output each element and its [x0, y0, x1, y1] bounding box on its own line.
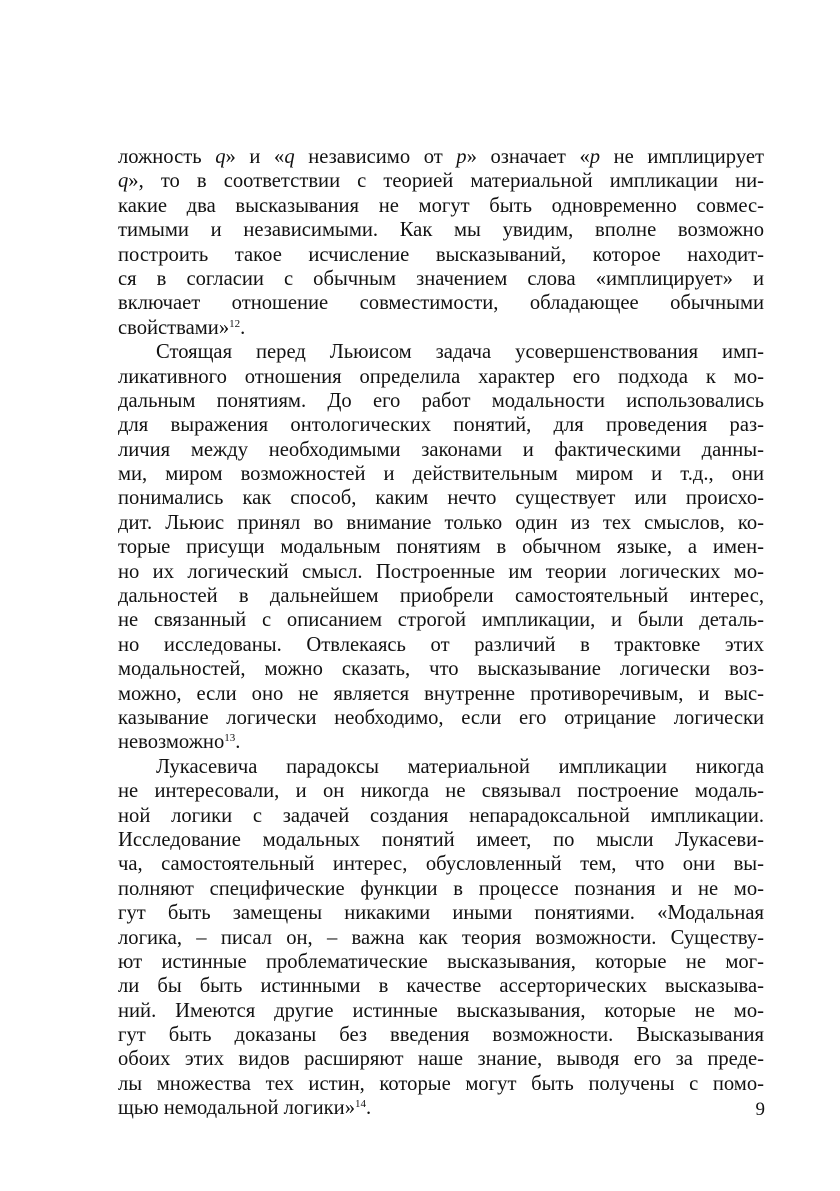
text-line [118, 682, 764, 706]
text-line [118, 486, 764, 510]
text-run: Исследование модальных понятий имеет, по мысли Лукасеви- [118, 828, 764, 851]
text-line [118, 828, 764, 852]
text-run: торые присущи модальным понятиям в обычном языке, а имен- [118, 536, 764, 559]
italic-variable: q [118, 170, 129, 193]
text-run: ликативного отношения определила характер его подхода к мо- [118, 365, 764, 388]
text-run: », то в соответствии с теорией материальной импликации ни- [128, 170, 764, 193]
text-run: дальностей в дальнейшем приобрели самостоятельный интерес, [118, 585, 764, 608]
text-run: ний. Имеются другие истинные высказывания, которые не мо- [118, 999, 764, 1022]
text-run: ми, миром возможностей и действительным миром и т.д., они [118, 463, 764, 486]
text-line [118, 560, 764, 584]
italic-variable: q [215, 146, 226, 168]
text-run: » и « [225, 146, 285, 168]
text-run: дальным понятиям. До его работ модальности использовались [118, 389, 764, 412]
text-line [118, 950, 764, 974]
footnote-ref: 14 [355, 1098, 366, 1111]
text-run: логика, – писал он, – важна как теория возможности. Существу- [118, 926, 764, 949]
text-line [118, 145, 764, 169]
text-line [118, 584, 764, 608]
text-run: какие два высказывания не могут быть одновременно совмес- [118, 194, 764, 217]
text-line [118, 779, 764, 803]
text-run: не имплицирует [600, 146, 764, 168]
text-line [118, 877, 764, 901]
text-line [118, 1047, 764, 1071]
text-run: лы множества тех истин, которые могут быть получены с помо- [118, 1072, 764, 1095]
text-run: невозможно [118, 731, 225, 754]
text-run: гут быть замещены никакими иными понятиями. «Модальная [118, 902, 764, 925]
page-number: 9 [755, 1099, 765, 1120]
text-run: не связанный с описанием строгой импликации, и были деталь- [118, 609, 764, 632]
footnote-ref: 12 [229, 317, 241, 330]
text-run: тимыми и независимыми. Как мы увидим, вполне возможно [118, 219, 764, 242]
text-line [118, 511, 764, 535]
text-run: но их логический смысл. Построенные им теории логических мо- [118, 560, 764, 583]
text-run: ют истинные проблематические высказывания, которые не мог- [118, 950, 764, 973]
text-run: щью немодальной логики» [118, 1097, 355, 1120]
text-run: включает отношение совместимости, обладающее обычными [118, 292, 764, 315]
text-line [118, 194, 764, 218]
text-run: . [366, 1097, 372, 1120]
text-line [118, 438, 764, 462]
text-run: обоих этих видов расширяют наше знание, выводя его за преде- [118, 1048, 764, 1071]
italic-variable: p [456, 146, 467, 168]
text-line [118, 535, 764, 559]
text-line [118, 852, 764, 876]
footnote-ref: 13 [224, 732, 236, 745]
italic-variable: q [284, 146, 295, 168]
text-run: ся в согласии с обычным значением слова «имплицирует» и [118, 267, 764, 290]
text-line [118, 291, 764, 315]
text-line [118, 730, 764, 754]
text-run: гут быть доказаны без введения возможности. Высказывания [118, 1024, 764, 1047]
text-run: можно, если оно не является внутренне противоречивым, и выс- [118, 682, 764, 705]
text-line [118, 633, 764, 657]
text-run: Лукасевича парадоксы материальной импликации никогда [156, 755, 764, 778]
text-run: Стоящая перед Льюисом задача усовершенствования имп- [156, 341, 764, 364]
text-line [118, 1023, 764, 1047]
text-line [118, 243, 764, 267]
text-line [118, 901, 764, 925]
text-run: независимо от [294, 146, 457, 168]
italic-variable: p [589, 146, 601, 168]
text-line [118, 389, 764, 413]
text-run: свойствами» [118, 316, 230, 339]
text-line [118, 1072, 764, 1096]
text-run: ча, самостоятельный интерес, обусловленный тем, что они вы- [118, 853, 764, 876]
text-run: построить такое исчисление высказываний, которое находит- [118, 243, 764, 266]
page-text [118, 145, 764, 1121]
text-line [118, 608, 764, 632]
text-line [118, 218, 764, 242]
text-line [118, 706, 764, 730]
text-line [118, 365, 764, 389]
text-run: » означает « [466, 146, 590, 168]
text-line [118, 267, 764, 291]
text-line [118, 340, 764, 364]
text-run: . [235, 731, 241, 754]
text-line [118, 974, 764, 998]
text-run: ной логики с задачей создания непарадоксальной импликации. [118, 804, 764, 827]
text-run: для выражения онтологических понятий, для проведения раз- [118, 414, 764, 437]
text-run: полняют специфические функции в процессе познания и не мо- [118, 877, 764, 900]
text-run: казывание логически необходимо, если его отрицание логически [118, 706, 764, 729]
text-line [118, 926, 764, 950]
text-line [118, 657, 764, 681]
text-run: но исследованы. Отвлекаясь от различий в трактовке этих [118, 633, 764, 656]
text-line [118, 413, 764, 437]
text-line [118, 804, 764, 828]
text-run: модальностей, можно сказать, что высказывание логически воз- [118, 658, 764, 681]
text-run: . [240, 316, 246, 339]
text-run: не интересовали, и он никогда не связывал построение модаль- [118, 780, 764, 803]
text-run: понимались как способ, каким нечто существует или происхо- [118, 487, 764, 510]
text-run: личия между необходимыми законами и фактическими данны- [118, 438, 764, 461]
text-line [118, 169, 764, 193]
text-run: дит. Льюис принял во внимание только один из тех смыслов, ко- [118, 511, 764, 534]
text-line [118, 316, 764, 340]
text-line [118, 999, 764, 1023]
text-run: ли бы быть истинными в качестве ассерторических высказыва- [118, 975, 764, 998]
text-run: ложность [118, 146, 216, 168]
text-line [118, 755, 764, 779]
text-line [118, 1096, 764, 1120]
text-line [118, 462, 764, 486]
